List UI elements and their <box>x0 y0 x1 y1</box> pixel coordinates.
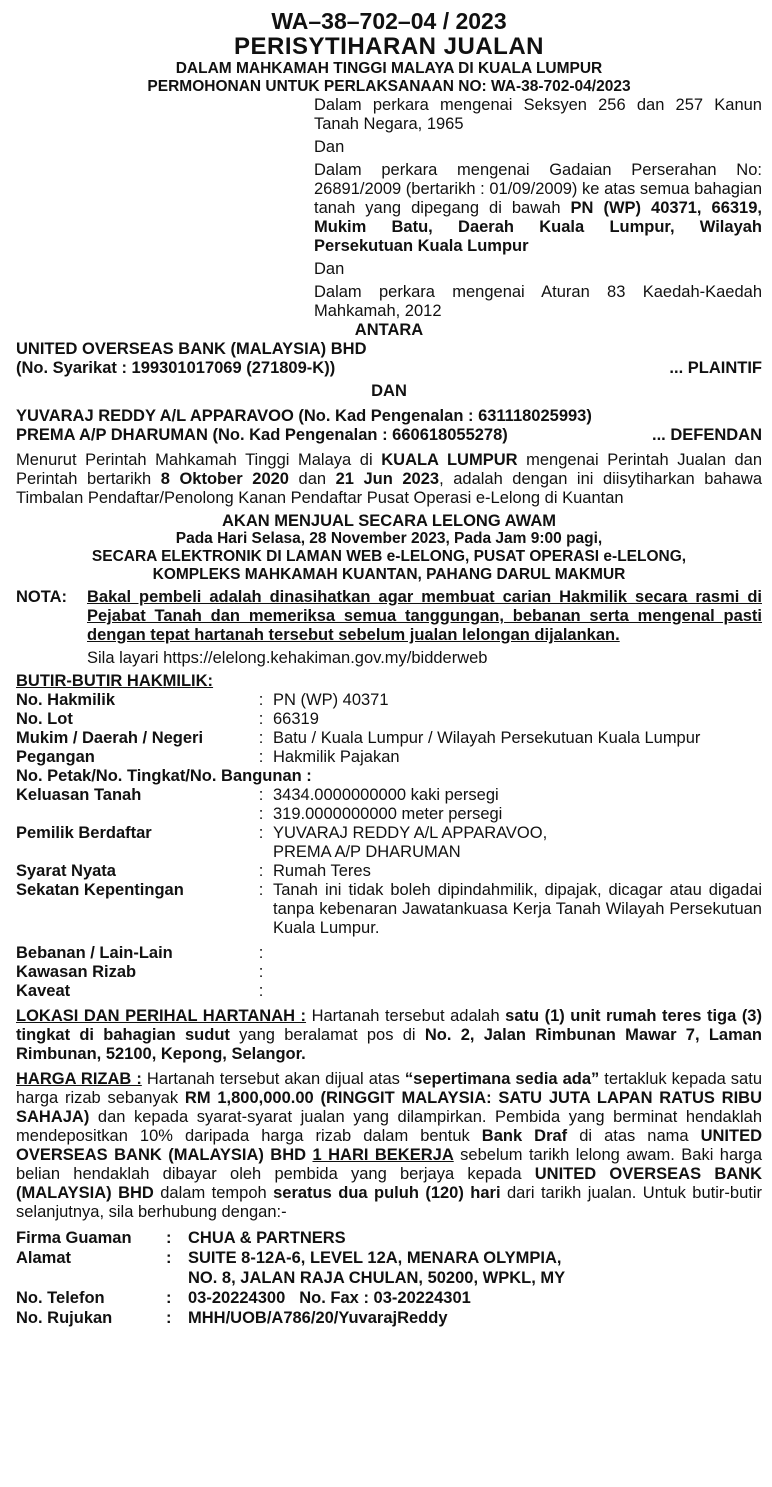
nota-url[interactable]: Sila layari https://elelong.kehakiman.gov.my/bidderweb <box>87 649 488 667</box>
title-details-table <box>16 691 762 1001</box>
field-value <box>273 944 762 963</box>
matter-2-text: Dalam perkara mengenai Gadaian Perserahan No: 26891/2009 (bertarikh : 01/09/2009) ke atas semua bahagian tanah yang dipegang di bawah <box>314 161 762 217</box>
field-value: Tanah ini tidak boleh dipindahmilik, dipajak, dicagar atau digadai tanpa kebenaran Jawatankuasa Kerja Tanah Wilayah Persekutuan Kuala Lumpur. <box>273 881 762 937</box>
field-label: Sekatan Kepentingan <box>16 881 184 899</box>
reserve-deadline: 1 HARI BEKERJA <box>312 1146 454 1164</box>
law-firm-name: CHUA & PARTNERS <box>188 1229 346 1247</box>
nota-text: Bakal pembeli adalah dinasihatkan agar membuat carian Hakmilik secara rasmi di Pejabat Tanah dan memeriksa semua tanggungan, bebanan serta mengenal pasti dengan tepat hartanah tersebut sebelum jualan lelongan dijalankan. <box>87 588 762 644</box>
antara-label: ANTARA <box>354 321 424 339</box>
reserve-text-6: sebelum tarikh lelong awam. Baki harga belian hendaklah dibayar oleh pembida yang berjaya kepada <box>16 1146 762 1183</box>
law-firm-address <box>188 1248 565 1288</box>
field-value: 3434.0000000000 kaki persegi <box>273 786 499 804</box>
table-row <box>16 748 762 767</box>
colon: : <box>258 824 264 842</box>
table-row <box>16 881 762 944</box>
plaintiff-name: UNITED OVERSEAS BANK (MALAYSIA) BHD <box>16 340 367 358</box>
auction-line-2: Pada Hari Selasa, 28 November 2023, Pada Jam 9:00 pagi, <box>175 530 603 547</box>
field-label: Keluasan Tanah <box>16 786 142 804</box>
address-line-2: NO. 8, JALAN RAJA CHULAN, 50200, WPKL, MY <box>188 1269 566 1287</box>
location-label: LOKASI DAN PERIHAL HARTANAH : <box>16 1007 307 1025</box>
field-label: Bebanan / Lain-Lain <box>16 944 173 962</box>
table-row <box>16 982 762 1001</box>
location-text-2: yang beralamat pos di <box>229 1026 425 1044</box>
matter-and-2: Dan <box>314 260 345 278</box>
colon: : <box>258 805 264 823</box>
fax-label: No. Fax : <box>299 1289 369 1307</box>
table-row <box>16 1308 565 1328</box>
field-value <box>273 824 762 862</box>
colon: : <box>166 1289 172 1307</box>
table-row <box>16 1228 565 1248</box>
colon: : <box>258 786 264 804</box>
table-row <box>16 944 762 963</box>
court-name: DALAM MAHKAMAH TINGGI MALAYA DI KUALA LUMPUR <box>175 60 603 77</box>
auction-line-1: AKAN MENJUAL SECARA LELONG AWAM <box>222 512 556 530</box>
field-value: Rumah Teres <box>273 862 371 880</box>
table-row <box>16 824 762 862</box>
table-row <box>16 963 762 982</box>
field-label: Pegangan <box>16 748 95 766</box>
field-label: No. Lot <box>16 710 73 728</box>
table-row <box>16 1248 565 1288</box>
field-label: No. Hakmilik <box>16 691 116 709</box>
order-date-2: 21 Jun 2023 <box>335 470 440 488</box>
matter-3: Dalam perkara mengenai Aturan 83 Kaedah-Kaedah Mahkamah, 2012 <box>314 283 762 320</box>
reserve-bank-name-2: UNITED OVERSEAS BANK (MALAYSIA) BHD <box>16 1165 762 1202</box>
colon: : <box>258 710 264 728</box>
phone-number: 03-20224300 <box>188 1289 286 1307</box>
defendant-2: PREMA A/P DHARUMAN (No. Kad Pengenalan : 660618055278) <box>16 426 508 444</box>
auction-line-4: KOMPLEKS MAHKAMAH KUANTAN, PAHANG DARUL MAKMUR <box>152 566 626 583</box>
location-property: satu (1) unit rumah teres tiga (3) tingkat di bahagian sudut <box>16 1007 762 1044</box>
matter-1: Dalam perkara mengenai Seksyen 256 dan 257 Kanun Tanah Negara, 1965 <box>314 96 762 133</box>
reserve-text-2: tertakluk kepada satu harga rizab sebanyak <box>16 1070 762 1107</box>
contact-label: Alamat <box>16 1249 72 1267</box>
reserve-period: seratus dua puluh (120) hari <box>273 1184 501 1202</box>
reserve-text-7: dalam tempoh <box>153 1184 274 1202</box>
colon: : <box>258 963 264 981</box>
contact-label: No. Rujukan <box>16 1309 113 1327</box>
colon: : <box>258 944 264 962</box>
location-text-1: Hartanah tersebut adalah <box>306 1007 506 1025</box>
reserve-price: RM 1,800,000.00 (RINGGIT MALAYSIA: SATU JUTA LAPAN RATUS RIBU SAHAJA) <box>16 1089 762 1126</box>
document-title: PERISYTIHARAN JUALAN <box>233 33 545 60</box>
reference-number: MHH/UOB/A786/20/YuvarajReddy <box>188 1309 448 1327</box>
plaintiff-reg: (No. Syarikat : 199301017069 (271809-K)) <box>16 359 336 377</box>
order-text-1: Menurut Perintah Mahkamah Tinggi Malaya di <box>16 451 382 469</box>
contact-label: Firma Guaman <box>16 1229 132 1247</box>
phone-fax <box>188 1288 565 1308</box>
title-details-heading: BUTIR-BUTIR HAKMILIK: <box>16 672 214 690</box>
field-value: Hakmilik Pajakan <box>273 748 400 766</box>
matter-2 <box>314 161 762 256</box>
reserve-text-8: dari tarikh jualan. Untuk butir-butir selanjutnya, sila berhubung dengan:- <box>16 1184 762 1221</box>
field-label: Mukim / Daerah / Negeri <box>16 729 204 747</box>
table-row <box>16 786 762 805</box>
defendant-1: YUVARAJ REDDY A/L APPARAVOO (No. Kad Pengenalan : 631118025993) <box>16 407 592 425</box>
colon: : <box>258 691 264 709</box>
location-paragraph <box>16 1007 762 1064</box>
table-row <box>16 710 762 729</box>
plaintiff-row <box>16 359 762 378</box>
table-row <box>16 862 762 881</box>
matters-block <box>314 96 762 321</box>
order-text-3: dan <box>288 470 336 488</box>
field-label: No. Petak/No. Tingkat/No. Bangunan : <box>16 767 312 785</box>
field-value: 66319 <box>273 710 319 728</box>
nota-content <box>87 588 762 668</box>
table-row <box>16 767 762 786</box>
reserve-bank-draft: Bank Draf <box>481 1127 568 1145</box>
case-reference: WA–38–702–04 / 2023 <box>271 8 507 34</box>
field-label: Kawasan Rizab <box>16 963 137 981</box>
colon: : <box>258 729 264 747</box>
field-label: Pemilik Berdaftar <box>16 824 152 842</box>
colon: : <box>258 862 264 880</box>
order-paragraph <box>16 451 762 508</box>
address-line-1: SUITE 8-12A-6, LEVEL 12A, MENARA OLYMPIA, <box>188 1249 562 1267</box>
application-number: PERMOHONAN UNTUK PERLAKSANAAN NO: WA-38-702-04/2023 <box>147 78 631 95</box>
owner-1: YUVARAJ REDDY A/L APPARAVOO, <box>273 824 548 842</box>
colon: : <box>258 748 264 766</box>
colon: : <box>258 881 264 899</box>
order-text-2: mengenai Perintah Jualan dan Perintah bertarikh <box>16 451 762 488</box>
field-label: Syarat Nyata <box>16 862 116 880</box>
table-row <box>16 729 762 748</box>
reserve-text-3: dan kepada syarat-syarat jualan yang dilampirkan. Pembida yang berminat hendaklah mendepositkan 10% daripada harga rizab dalam bentuk <box>16 1108 762 1145</box>
location-address: No. 2, Jalan Rimbunan Mawar 7, Laman Rimbunan, 52100, Kepong, Selangor. <box>16 1026 762 1063</box>
field-value <box>273 982 762 1001</box>
table-row <box>16 1288 565 1308</box>
table-row <box>16 691 762 710</box>
field-label: Kaveat <box>16 982 71 1000</box>
field-value: PN (WP) 40371 <box>273 691 389 709</box>
field-label <box>16 805 249 824</box>
order-text-4: , adalah dengan ini diisytiharkan bahawa Timbalan Pendaftar/Penolong Kanan Pendaftar Pusat Operasi e-Lelong di Kuantan <box>16 470 763 507</box>
matter-2-title: PN (WP) 40371, 66319, Mukim Batu, Daerah Kuala Lumpur, Wilayah Persekutuan Kuala Lumpur <box>314 199 762 255</box>
nota-label: NOTA: <box>16 588 68 606</box>
contact-table <box>16 1228 565 1328</box>
field-value: 319.0000000000 meter persegi <box>273 805 503 823</box>
colon: : <box>166 1249 172 1267</box>
reserve-text-1: Hartanah tersebut akan dijual atas <box>141 1070 405 1088</box>
contact-label: No. Telefon <box>16 1289 105 1307</box>
colon: : <box>166 1229 172 1247</box>
colon: : <box>166 1309 172 1327</box>
reserve-condition: “sepertimana sedia ada” <box>404 1070 600 1088</box>
defendant-role: ... DEFENDAN <box>651 426 762 444</box>
table-row <box>16 805 762 824</box>
order-court: KUALA LUMPUR <box>381 451 518 469</box>
reserve-paragraph <box>16 1070 762 1222</box>
reserve-text-4: di atas nama <box>567 1127 701 1145</box>
field-value <box>273 963 762 982</box>
dan-label: DAN <box>371 382 407 400</box>
fax-number: 03-20224301 <box>373 1289 471 1307</box>
field-value: Batu / Kuala Lumpur / Wilayah Persekutuan Kuala Lumpur <box>273 729 701 747</box>
reserve-bank-name: UNITED OVERSEAS BANK (MALAYSIA) BHD <box>16 1127 762 1164</box>
order-date-1: 8 Oktober 2020 <box>160 470 289 488</box>
matter-and-1: Dan <box>314 138 345 156</box>
reserve-label: HARGA RIZAB : <box>16 1070 142 1088</box>
colon: : <box>258 982 264 1000</box>
defendant-row <box>16 426 762 445</box>
auction-line-3: SECARA ELEKTRONIK DI LAMAN WEB e-LELONG, PUSAT OPERASI e-LELONG, <box>91 548 687 565</box>
plaintiff-role: ... PLAINTIF <box>669 359 762 377</box>
nota-block <box>16 588 762 668</box>
owner-2: PREMA A/P DHARUMAN <box>273 843 461 861</box>
